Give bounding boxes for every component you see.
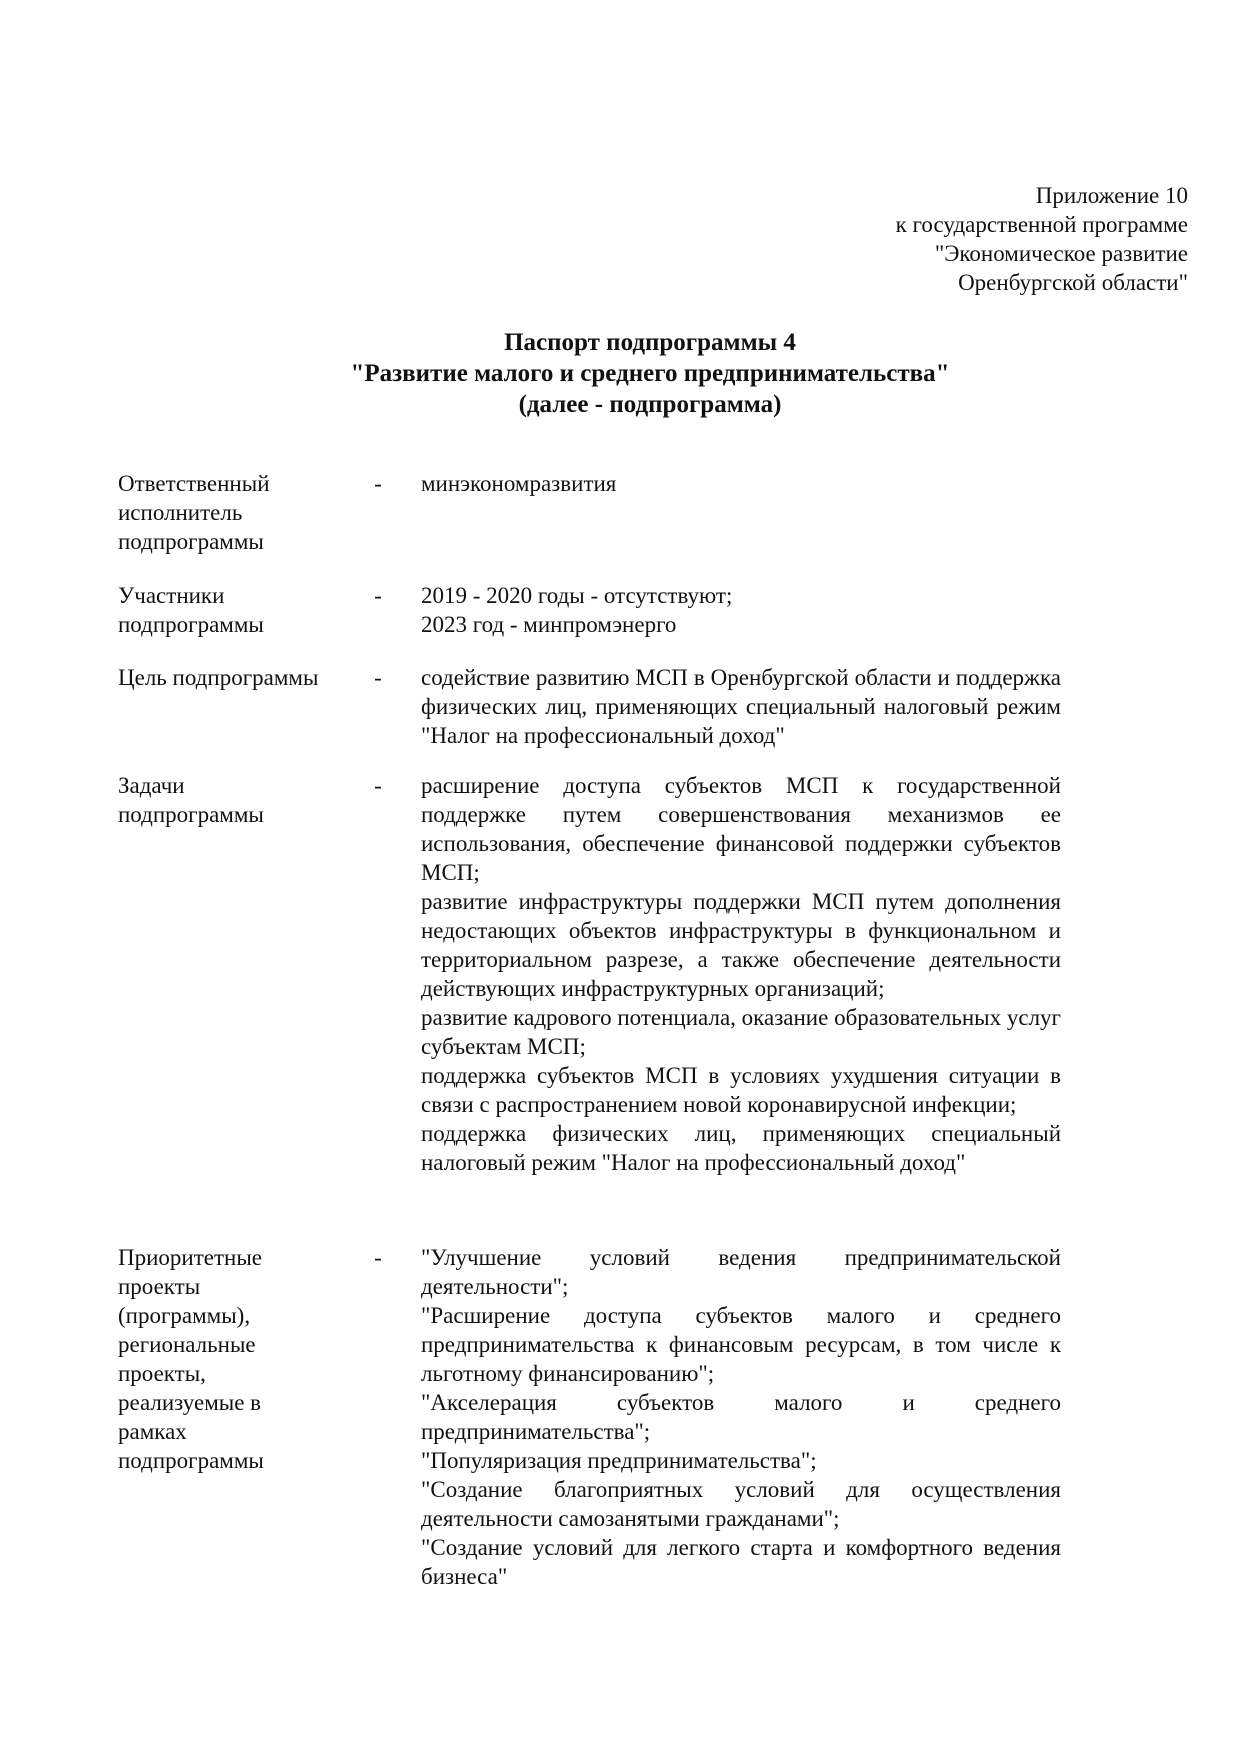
row-dash: - (374, 773, 382, 798)
row-value: расширение доступа субъектов МСП к государственной поддержке путем совершенствования механизмов ее использования, обеспечение финансовой поддержки субъектов МСП; развитие инфраструктуры поддержки МСП путем дополнения недостающих объектов инфраструктуры в функциональном и территориальном разрезе, а также обеспечение деятельности действующих инфраструктурных организаций; развитие кадрового потенциала, оказание образовательных услуг субъектам МСП; поддержка субъектов МСП в условиях ухудшения ситуации в связи с распространением новой коронавирусной инфекции; поддержка физических лиц, применяющих специальный налоговый режим "Налог на профессиональный доход" (421, 773, 1061, 1175)
row-label: Приоритетные проекты (программы), региональные проекты, реализуемые в рамках подпрограммы (118, 1245, 264, 1473)
title-line: "Развитие малого и среднего предпринимательства" (350, 360, 950, 387)
row-dash: - (374, 471, 382, 496)
row-dash: - (374, 1245, 382, 1270)
row-label: Ответственный исполнитель подпрограммы (118, 471, 270, 554)
row-value: "Улучшение условий ведения предпринимательской деятельности"; "Расширение доступа субъектов малого и среднего предпринимательства к финансовым ресурсам, в том числе к льготному финансированию"; "Акселерация субъектов малого и среднего предпринимательства"; "Популяризация предпринимательства"; "Создание благоприятных условий для осуществления деятельности самозанятыми гражданами"; "Создание условий для легкого старта и комфортного ведения бизнеса" (421, 1245, 1061, 1589)
appendix-note (896, 181, 1188, 297)
passport-row-priority-projects (118, 1243, 1061, 1591)
document-title (0, 327, 1240, 420)
row-value: содействие развитию МСП в Оренбургской области и поддержка физических лиц, применяющих специальный налоговый режим "Налог на профессиональный доход" (421, 665, 1061, 748)
row-value: 2019 - 2020 годы - отсутствуют; 2023 год - минпромэнерго (421, 583, 733, 637)
passport-row-responsible (118, 469, 1058, 581)
appendix-line: к государственной программе (895, 212, 1188, 237)
appendix-line: Приложение 10 (1035, 183, 1188, 208)
row-value: минэкономразвития (421, 471, 617, 496)
appendix-line: Оренбургской области" (958, 270, 1188, 295)
passport-row-participants (118, 581, 1058, 663)
title-line: Паспорт подпрограммы 4 (504, 329, 796, 356)
row-label: Задачи подпрограммы (118, 773, 264, 827)
row-dash: - (374, 583, 382, 608)
row-dash: - (374, 665, 382, 690)
title-line: (далее - подпрограмма) (518, 391, 782, 418)
passport-row-tasks (118, 771, 1061, 1243)
passport-row-goal (118, 663, 1061, 771)
row-label: Участники подпрограммы (118, 583, 264, 637)
appendix-line: "Экономическое развитие (934, 241, 1188, 266)
row-label: Цель подпрограммы (118, 665, 319, 690)
passport-table (118, 469, 1061, 1591)
